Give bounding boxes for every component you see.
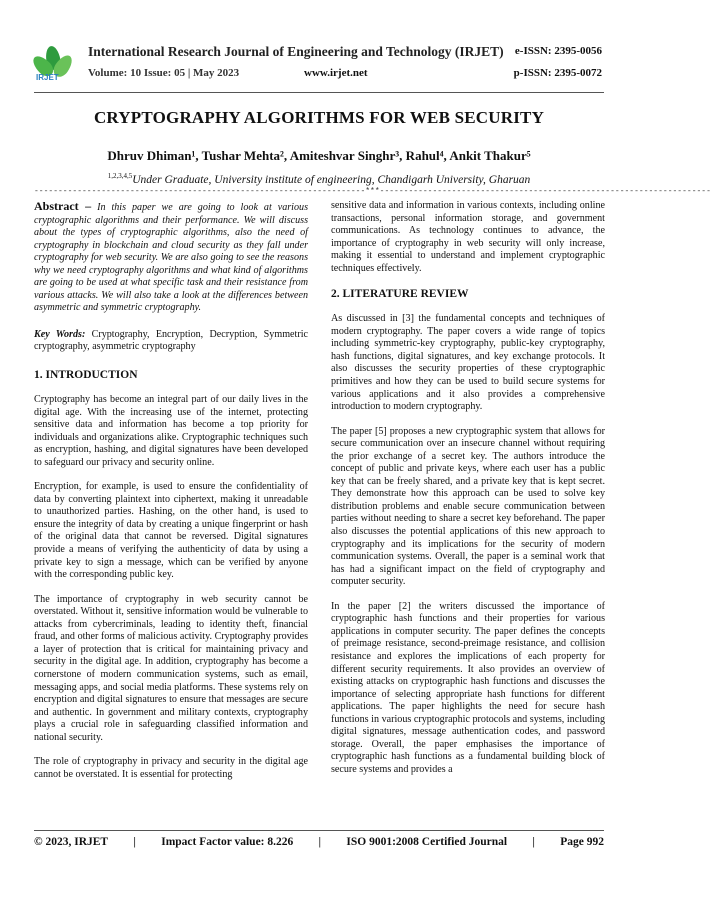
footer-divider: | — [133, 836, 136, 848]
intro-paragraph-continued: sensitive data and information in various contexts, including online transactions, personal information storage, and government communications. As technology continues to advance, the importance of cryptography in web security will only increase, making it essential to understand and implement cryptographic techniques effectively. — [331, 200, 605, 274]
journal-title: International Research Journal of Engineering and Technology (IRJET) — [88, 44, 504, 59]
footer-rule — [34, 830, 604, 831]
section-heading-literature-review: 2. LITERATURE REVIEW — [331, 288, 469, 301]
abstract — [34, 200, 308, 315]
volume-info: Volume: 10 Issue: 05 | May 2023 — [88, 67, 240, 79]
right-column — [331, 200, 605, 788]
title-separator: ---------------------------------------------------------------------***--------------------------------------------------------------------- — [34, 187, 711, 196]
intro-paragraph-3: The importance of cryptography in web security cannot be overstated. Without it, sensitive information would be vulnerable to attacks from cybercriminals, leading to identity theft, financial fraud, and other forms of malicious activity. Cryptography provides a layer of protection that is critical for maintaining privacy and security in the digital age. In addition, cryptography has become a cornerstone of modern communication systems, such as email, messaging apps, and social media platforms. These systems rely on encryption and digital signatures to ensure that messages are secure and authentic. In government and military contexts, cryptography plays a crucial role in safeguarding classified information and national security. — [34, 593, 308, 743]
intro-paragraph-2: Encryption, for example, is used to ensure the confidentiality of data by converting plaintext into ciphertext, making it unreadable to unauthorized parties. Hashing, on the other hand, is used to ensure the integrity of data by creating a unique fingerprint or hash of the original data that cannot be reversed. Digital signatures provide a means of verifying the authenticity of data by using a private key to sign a message, which can be verified by anyone with the corresponding public key. — [34, 481, 308, 581]
p-issn: p-ISSN: 2395-0072 — [513, 67, 602, 79]
logo-text: IRJET — [36, 73, 59, 82]
irjet-logo — [34, 44, 74, 90]
paper-title: CRYPTOGRAPHY ALGORITHMS FOR WEB SECURITY — [93, 108, 545, 127]
header-rule — [34, 92, 604, 93]
paper-authors: Dhruv Dhiman¹, Tushar Mehta², Amiteshvar Singhr³, Rahul⁴, Ankit Thakur⁵ — [107, 148, 531, 163]
page-footer — [34, 836, 604, 848]
intro-paragraph-4: The role of cryptography in privacy and security in the digital age cannot be overstated. It is essential for protecting — [34, 756, 308, 780]
abstract-text: In this paper we are going to look at various cryptographic algorithms and their performance. We will discuss about the types of cryptographic algorithms, also the need of cryptography in blockchain and cloud security as they fall under cryptography for web security. We are also going to see the reasons why we need cryptography algorithms and what kind of algorithms are going to be used at what specific task and their resistance from various attacks. We will also take a look at the differences between asymmetric and symmetric cryptography. — [34, 202, 309, 314]
left-column — [34, 200, 308, 793]
keywords-heading: Key Words: — [34, 328, 86, 340]
intro-paragraph-1: Cryptography has become an integral part of our daily lives in the digital age. With the increasing use of the internet, protecting sensitive data and information has become a top priority for individuals and organizations alike. Cryptographic techniques such as encryption, hashing, and digital signatures have been developed to safeguard our privacy and security online. — [34, 394, 308, 468]
affiliation-text: Under Graduate, University institute of engineering, Chandigarh University, Gharuan — [132, 173, 531, 186]
footer-impact-factor: Impact Factor value: 8.226 — [161, 836, 294, 848]
lit-paragraph-3: In the paper [2] the writers discussed the importance of cryptographic hash functions and their properties for various applications in computer security. The paper defines the concepts of preimage resistance, second-preimage resistance, and collision resistance and explores the implications of each property for different security requirements. It also provides an overview of existing attacks on cryptographic hash functions and discusses the importance of selecting appropriate hash functions for different applications. The paper highlights the need for secure hash functions in various cryptographic protocols and systems, including digital signatures, message authentication codes, and password storage. Overall, the paper emphasises the importance of cryptographic hash functions as a fundamental building block of secure systems and provides a — [331, 600, 605, 775]
footer-copyright: © 2023, IRJET — [34, 836, 109, 848]
lit-paragraph-1: As discussed in [3] the fundamental concepts and techniques of modern cryptography. The paper covers a wide range of topics including symmetric-key cryptography, public-key cryptography, hash functions, digital signatures, and key exchange protocols. It also discusses the security properties of these cryptographic primitives and how they can be used to build secure systems for various applications and it also provides a comprehensive introduction to modern cryptography. — [331, 313, 605, 413]
abstract-heading: Abstract – — [34, 199, 92, 213]
journal-header — [34, 40, 602, 90]
e-issn: e-ISSN: 2395-0056 — [514, 45, 602, 57]
keywords-text: Cryptography, Encryption, Decryption, Symmetric cryptography, asymmetric cryptography — [34, 328, 308, 353]
footer-page-number: Page 992 — [560, 836, 604, 848]
paper-affiliation — [0, 172, 638, 186]
journal-website[interactable]: www.irjet.net — [304, 67, 368, 79]
footer-divider: | — [532, 836, 535, 848]
keywords — [34, 329, 308, 354]
lit-paragraph-2: The paper [5] proposes a new cryptographic system that allows for secure communication over an insecure channel without requiring the prior exchange of a secret key. The authors introduce the concept of public and private keys, where each user has a public key that can be freely shared, and a private key that is kept secret. They demonstrate how this approach can be used to solve key distribution problems and enable secure communication between parties without needing to share a secret key beforehand. The paper also discusses the potential applications of this new approach to cryptography and its implications for the security of modern communication systems. Overall, the paper is a seminal work that has had a significant impact on the field of cryptography and computer security. — [331, 425, 605, 588]
footer-iso: ISO 9001:2008 Certified Journal — [346, 836, 508, 848]
section-heading-introduction: 1. INTRODUCTION — [34, 369, 138, 382]
affiliation-sup: 1,2,3,4,5 — [107, 172, 133, 180]
footer-divider: | — [318, 836, 322, 848]
